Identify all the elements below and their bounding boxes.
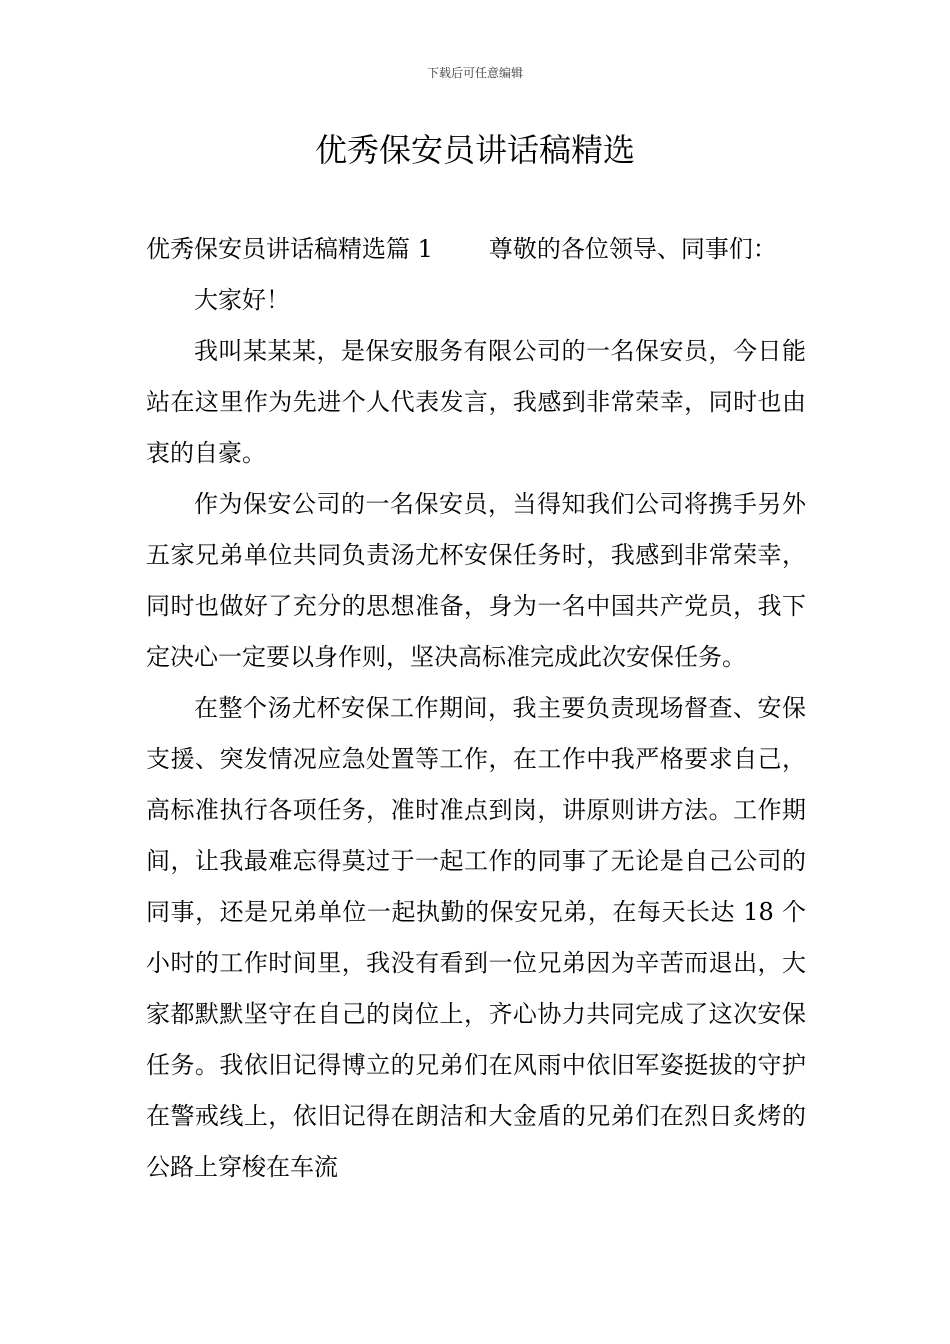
paragraph-greeting: 大家好！ xyxy=(194,286,290,314)
paragraph-introduction: 我叫某某某，是保安服务有限公司的一名保安员，今日能站在这里作为先进个人代表发言，我感到非常荣幸，同时也由衷的自豪。 xyxy=(146,337,806,467)
document-body xyxy=(146,224,806,1193)
section-heading: 优秀保安员讲话稿精选篇 1 xyxy=(146,235,433,263)
opening-line xyxy=(146,224,806,275)
paragraph-work: 在整个汤尤杯安保工作期间，我主要负责现场督查、安保支援、突发情况应急处置等工作，在工作中我严格要求自己，高标准执行各项任务，准时准点到岗，讲原则讲方法。工作期间，让我最难忘得莫过于一起工作的同事了无论是自己公司的同事，还是兄弟单位一起执勤的保安兄弟，在每天长达 18 个小时的工作时间里，我没有看到一位兄弟因为辛苦而退出，大家都默默坚守在自己的岗位上，齐心协力共同完成了这次安保任务。我依旧记得博立的兄弟们在风雨中依旧军姿挺拔的守护在警戒线上，依旧记得在朗洁和大金盾的兄弟们在烈日炙烤的公路上穿梭在车流 xyxy=(146,694,806,1181)
document-title: 优秀保安员讲话稿精选 xyxy=(314,131,635,169)
paragraph-task: 作为保安公司的一名保安员，当得知我们公司将携手另外五家兄弟单位共同负责汤尤杯安保任务时，我感到非常荣幸，同时也做好了充分的思想准备，身为一名中国共产党员，我下定决心一定要以身作则，坚决高标准完成此次安保任务。 xyxy=(146,490,806,671)
header-note: 下载后可任意编辑 xyxy=(426,66,523,80)
salutation: 尊敬的各位领导、同事们： xyxy=(488,235,777,263)
